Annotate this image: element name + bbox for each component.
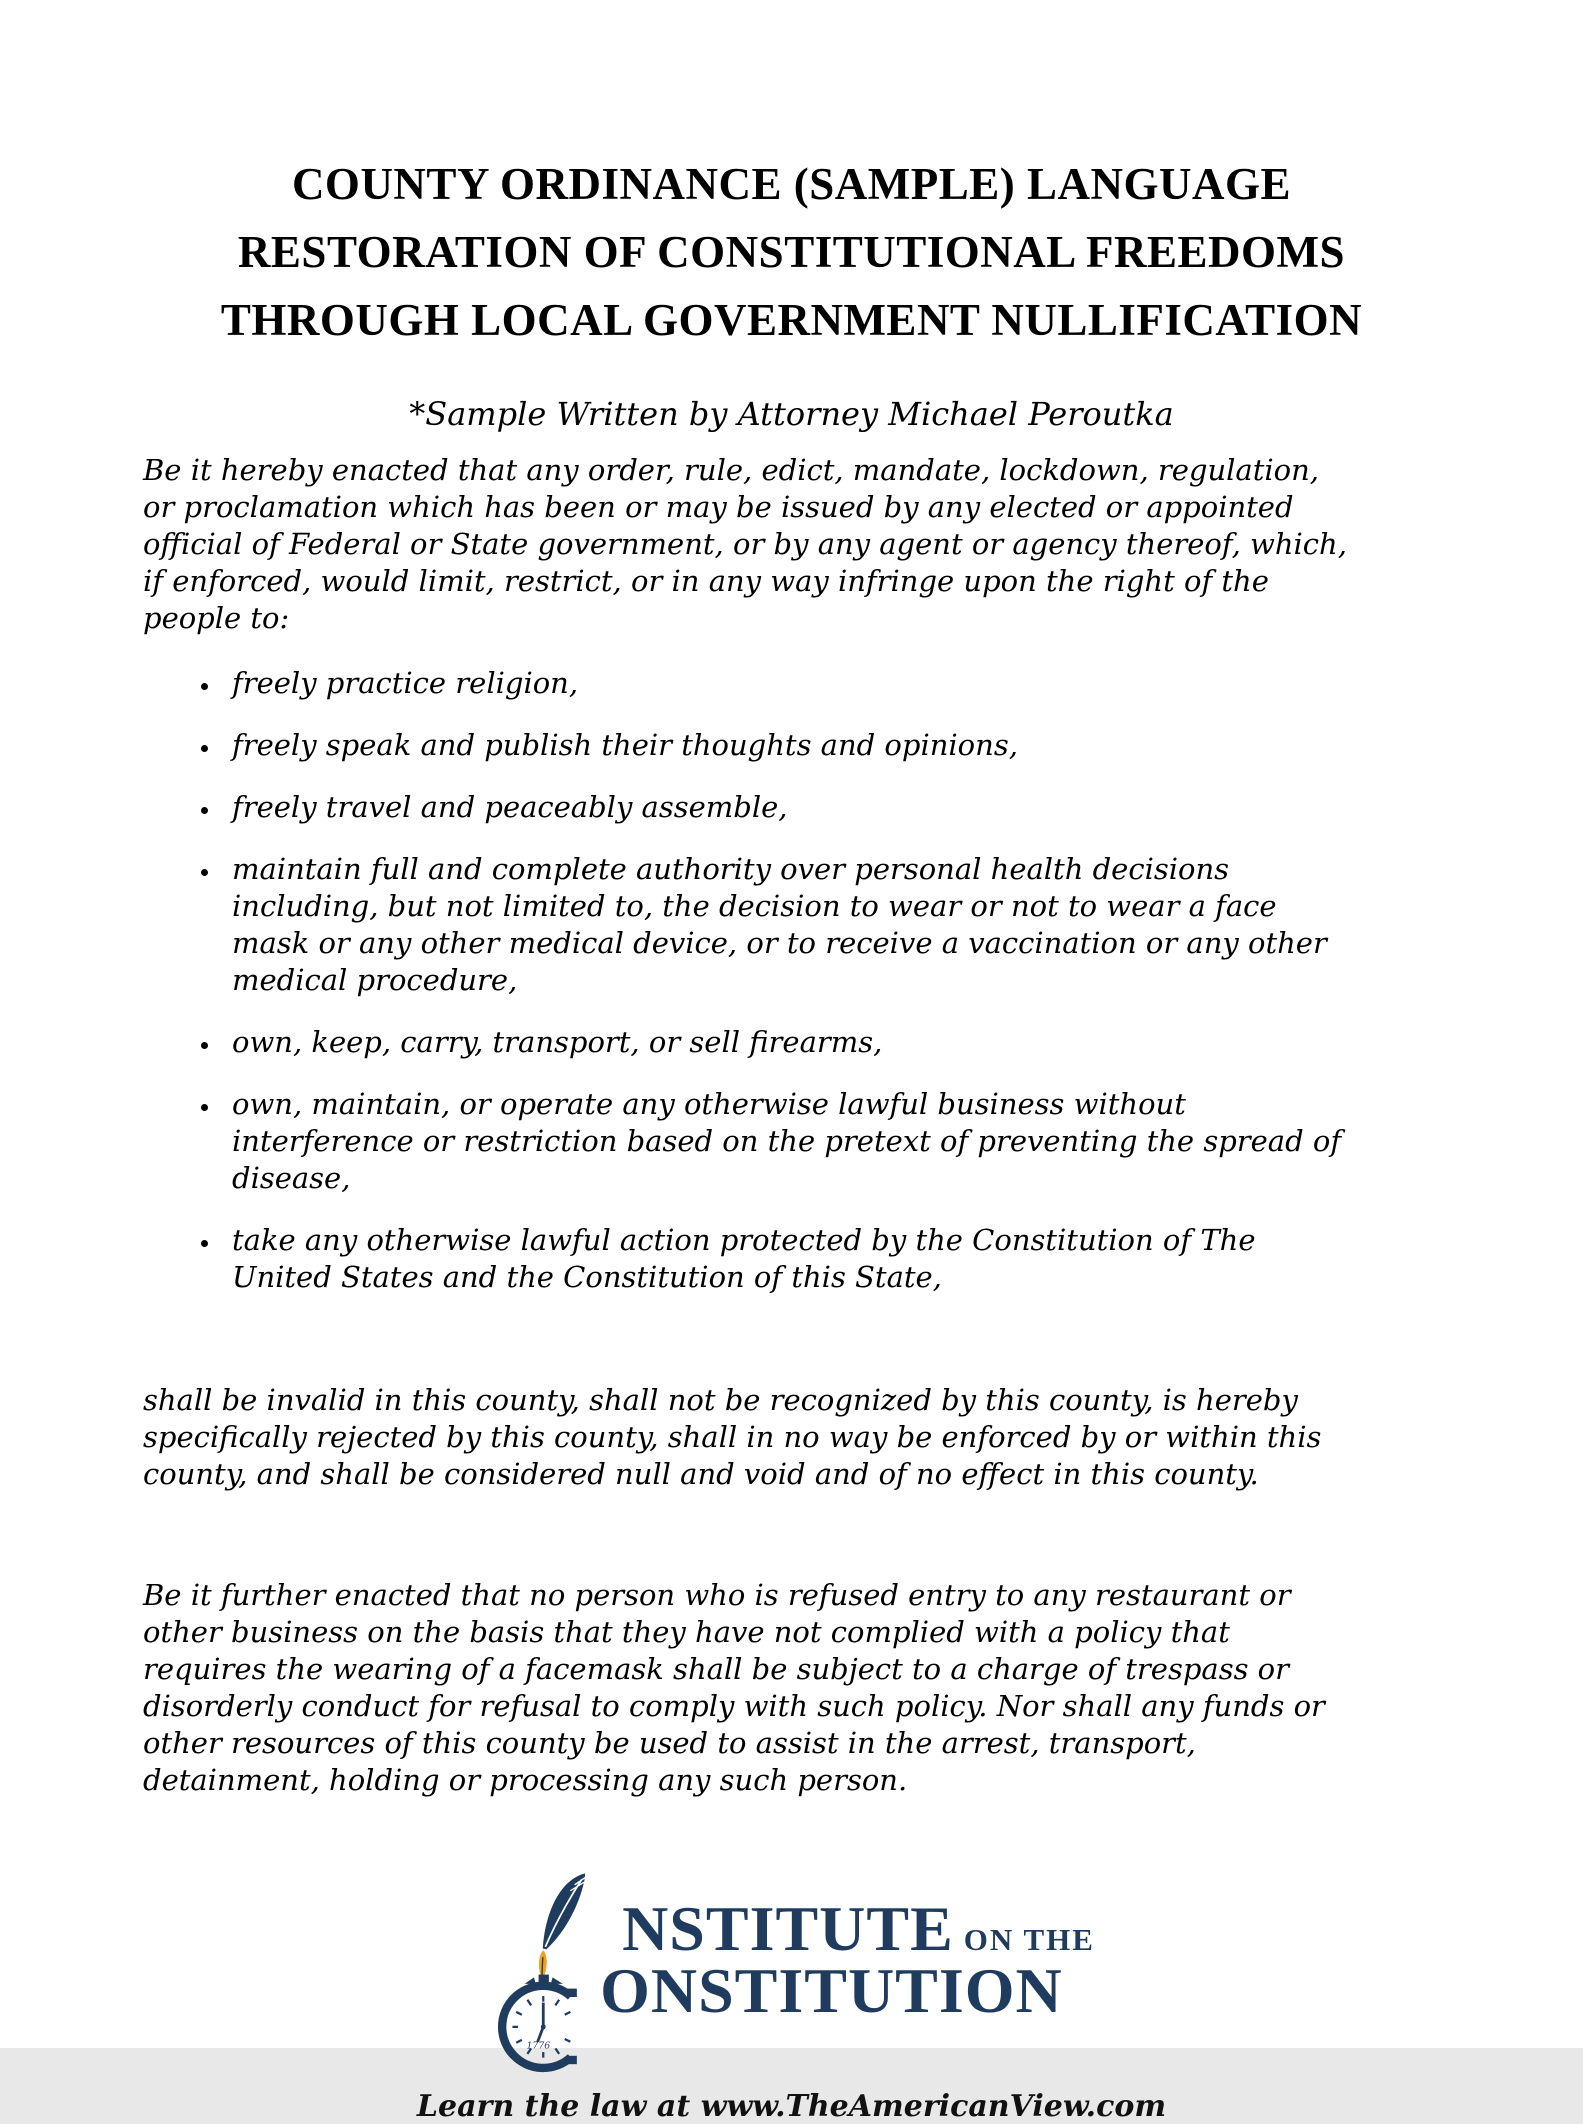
- list-item: • own, maintain, or operate any otherwise lawful business without interference or restriction based on the pretext of preventing the spread of disease,: [222, 1086, 1362, 1197]
- document-content: [143, 150, 1440, 2124]
- list-item: • freely speak and publish their thoughts and opinions,: [222, 727, 1362, 764]
- logo-constitution-text: ONSTITUTION: [600, 1955, 1063, 2026]
- title-line-3: THROUGH LOCAL GOVERNMENT NULLIFICATION: [220, 295, 1363, 345]
- logo-on-the-text: ON THE: [963, 1922, 1095, 1957]
- institute-logo: [143, 1871, 1440, 2124]
- list-item: • freely practice religion,: [222, 665, 1362, 702]
- rights-list: [143, 665, 1362, 1296]
- invalidity-paragraph: shall be invalid in this county, shall not be recognized by this county, is hereby specifically rejected by this county, shall in no way be enforced by or within this county, and shall be considered null and void and of no effect in this county.: [143, 1383, 1322, 1491]
- quill-icon: [519, 1871, 601, 1983]
- clock-year-label: 1776: [526, 2040, 551, 2052]
- clock-icon: [491, 1969, 603, 2081]
- title-line-1: COUNTY ORDINANCE (SAMPLE) LANGUAGE: [291, 159, 1292, 209]
- document-title: [143, 150, 1440, 354]
- list-item: • take any otherwise lawful action protected by the Constitution of The United States and the Constitution of this State,: [222, 1222, 1362, 1296]
- logo-tagline: Learn the law at www.TheAmericanView.com: [416, 2089, 1167, 2124]
- list-item: • freely travel and peaceably assemble,: [222, 789, 1362, 826]
- further-enactment-paragraph: Be it further enacted that no person who is refused entry to any restaurant or other business on the basis that they have not complied with a policy that requires the wearing of a facemask shall be subject to a charge of trespass or disorderly conduct for refusal to comply with such policy. Nor shall any funds or other resources of this county be used to assist in the arrest, transport, detainment, holding or processing any such person.: [143, 1578, 1325, 1797]
- logo-institute-text: NSTITUTE: [622, 1893, 954, 1964]
- author-byline: *Sample Written by Attorney Michael Peroutka: [409, 395, 1174, 433]
- list-item: • own, keep, carry, transport, or sell firearms,: [222, 1024, 1362, 1061]
- title-line-2: RESTORATION OF CONSTITUTIONAL FREEDOMS: [237, 227, 1346, 277]
- enactment-paragraph: Be it hereby enacted that any order, rule, edict, mandate, lockdown, regulation, or proclamation which has been or may be issued by any elected or appointed official of Federal or State government, or by any agent or agency thereof, which, if enforced, would limit, restrict, or in any way infringe upon the right of the people to:: [143, 453, 1347, 635]
- list-item: • maintain full and complete authority over personal health decisions including, but not limited to, the decision to wear or not to wear a face mask or any other medical device, or to receive a vaccination or any other medical procedure,: [222, 851, 1362, 999]
